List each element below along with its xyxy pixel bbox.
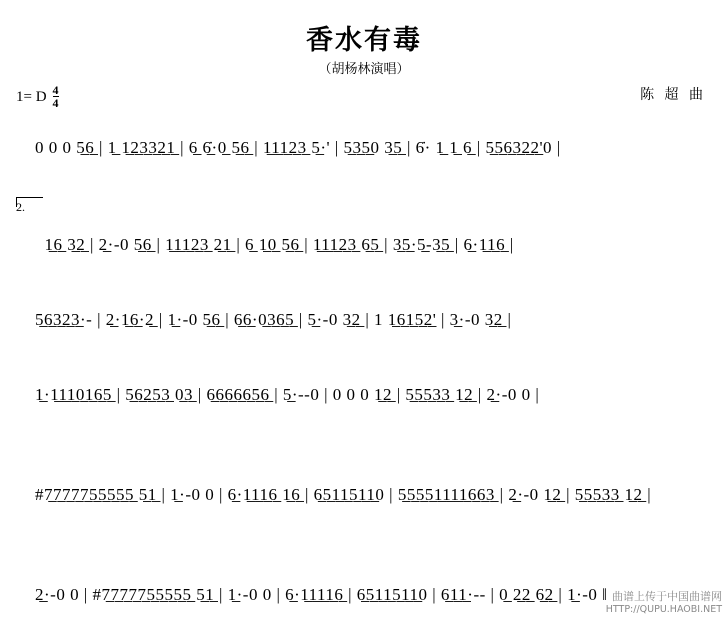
ending-bracket-2-label: 2. — [16, 200, 25, 214]
page-subtitle: （胡杨林演唱） — [318, 62, 410, 77]
time-signature-denominator: 4 — [52, 96, 59, 110]
key-signature — [16, 84, 59, 110]
score-line-1-notation: 0 0 0 5̲6̲ | 1̲ 1̲2̲3̲3̲2̲1̲ | 6̲ 6̲̇·0̲ 5̲6̲ | 1̲1̲1̲2̲3̲ 5̲·' | 5̲3̲5̲0 3̲5̲ | 6̇· 1̲ 1̲ 6̲ | 5̲5̲6̲3̲2̲2̲'0 | — [35, 138, 561, 157]
score-line-4 — [16, 365, 712, 425]
score-line-3 — [16, 290, 712, 350]
time-signature-numerator: 4 — [52, 83, 59, 97]
score-line-5 — [16, 465, 712, 525]
score-line-2-notation: 1̲6̲ 3̲2̲ | 2̲·-0 5̲6̲ | 1̲1̲1̲2̲3̲ 2̲1̲ | 6̲ 1̲0̲ 5̲6̲ | 1̲1̲1̲2̲3̲ 6̲5̲ | 3̲5̲·5̲-3̲5̲ | 6̲·1̲1̲6̲ | — [44, 235, 514, 254]
watermark-line-2: HTTP://QUPU.HAOBI.NET — [605, 604, 722, 616]
page-title: 香水有毒 — [306, 25, 422, 56]
composer-credit: 陈 超 曲 — [640, 87, 706, 103]
score-line-4-notation: 1̲·1̲1̲1̲0̲1̲6̲5̲ | 5̲6̲2̲5̲3̲ 0̲3̲ | 6̲6̲6̲6̲6̲5̲6̲ | 5̲·--0 | 0 0 0 1̲2̲ | 5̲5̲5̲3̲3̲ 1̲2̲ | 2̲·-0 0 | — [35, 385, 540, 404]
score-line-5-notation: #7̲7̲7̲7̲7̲5̲5̲5̲5̲5̲ 5̲1̲ | 1̲·-0 0 | 6̲·1̲1̲1̲6̲ 1̲6̲ | 6̲5̲1̲1̲5̲1̲1̲0 | 5̲5̲5̲5̲1̲1̲1̲1̲6̲6̲3̲ | 2̲·-0 1̲2̲ | 5̲5̲5̲3̲3̲ 1̲2̲ | — [35, 485, 652, 504]
ending-bracket-2 — [16, 200, 25, 215]
watermark — [606, 590, 722, 616]
score-line-6-notation: 2̲·-0 0 | #7̲7̲7̲7̲7̲5̲5̲5̲5̲5̲ 5̲1̲ | 1̲·-0 0 | 6̲·1̲1̲1̲1̲6̲ | 6̲5̲1̲1̲5̲1̲1̲0 | 6̲1̲1̲·-- | 0̲ 2̲2̲ 6̲2̲ | 1̲·-0 ‖ — [35, 585, 608, 604]
score-line-2 — [16, 215, 712, 275]
time-signature — [53, 84, 59, 110]
score-line-1 — [16, 118, 712, 178]
score-line-3-notation: 5̲6̲3̲2̲3̲·- | 2̲·1̲6̲·2̲ | 1̲·-0 5̲6̲ | 6̲6̲·0̲3̲6̲5̲ | 5̲·-0 3̲2̲ | 1 1̲6̲1̲5̲2̲' | 3̲·-0 3̲2̲ | — [35, 310, 512, 329]
key-label: 1= D — [16, 88, 47, 105]
watermark-line-1: 曲谱上传于中国曲谱网 — [612, 590, 722, 604]
